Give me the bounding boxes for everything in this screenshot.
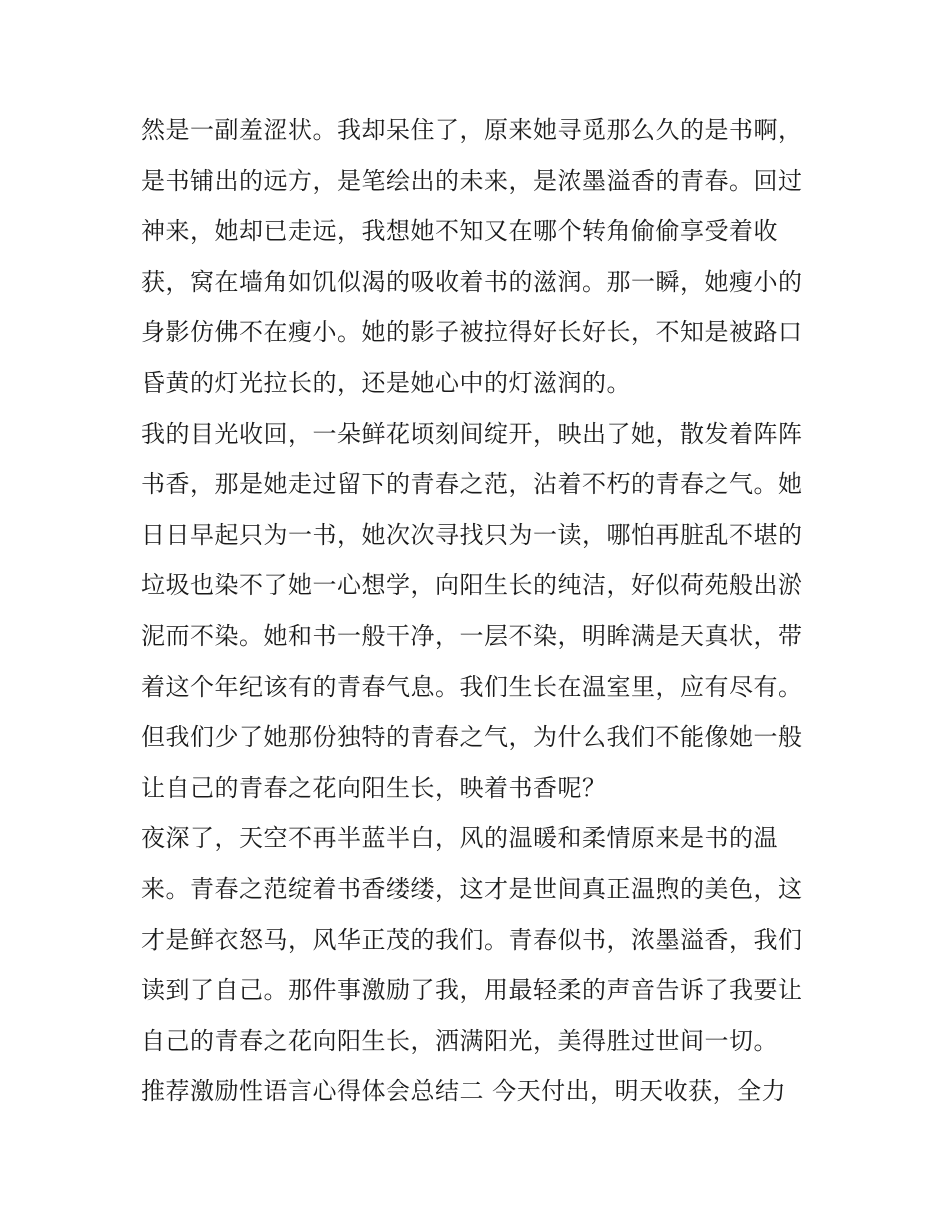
- document-body: [141, 105, 821, 1117]
- text-line: 着这个年纪该有的青春气息。我们生长在温室里，应有尽有。: [141, 672, 803, 701]
- text-line: 自己的青春之花向阳生长，洒满阳光，美得胜过世间一切。: [141, 1026, 778, 1055]
- text-line: 神来，她却已走远，我想她不知又在哪个转角偷偷享受着收: [141, 217, 778, 246]
- text-line: 让自己的青春之花向阳生长，映着书香呢？: [141, 773, 607, 802]
- text-line: 才是鲜衣怒马，风华正茂的我们。青春似书，浓墨溢香，我们: [141, 925, 803, 954]
- text-line: 书香，那是她走过留下的青春之范，沾着不朽的青春之气。她: [141, 470, 803, 499]
- text-line: 泥而不染。她和书一般干净，一层不染，明眸满是天真状，带: [141, 621, 803, 650]
- text-line: 身影仿佛不在瘦小。她的影子被拉得好长好长，不知是被路口: [141, 318, 803, 347]
- text-line: 昏黄的灯光拉长的，还是她心中的灯滋润的。: [141, 368, 631, 397]
- text-line: 我的目光收回，一朵鲜花顷刻间绽开，映出了她，散发着阵阵: [141, 419, 803, 448]
- text-line: 然是一副羞涩状。我却呆住了，原来她寻觅那么久的是书啊，: [141, 116, 803, 144]
- text-line: 推荐激励性语言心得体会总结二 今天付出，明天收获，全力: [141, 1077, 787, 1106]
- text-line: 读到了自己。那件事激励了我，用最轻柔的声音告诉了我要让: [141, 976, 803, 1005]
- text-line: 来。青春之范绽着书香缕缕，这才是世间真正温煦的美色，这: [141, 874, 803, 903]
- text-line: 但我们少了她那份独特的青春之气，为什么我们不能像她一般: [141, 723, 803, 752]
- text-line: 获，窝在墙角如饥似渴的吸收着书的滋润。那一瞬，她瘦小的: [141, 267, 803, 296]
- text-line: 日日早起只为一书，她次次寻找只为一读，哪怕再脏乱不堪的: [141, 520, 803, 549]
- text-line: 垃圾也染不了她一心想学，向阳生长的纯洁，好似荷苑般出淤: [141, 571, 803, 600]
- text-line: 是书铺出的远方，是笔绘出的未来，是浓墨溢香的青春。回过: [141, 166, 803, 195]
- text-line: 夜深了，天空不再半蓝半白，风的温暖和柔情原来是书的温: [141, 824, 778, 853]
